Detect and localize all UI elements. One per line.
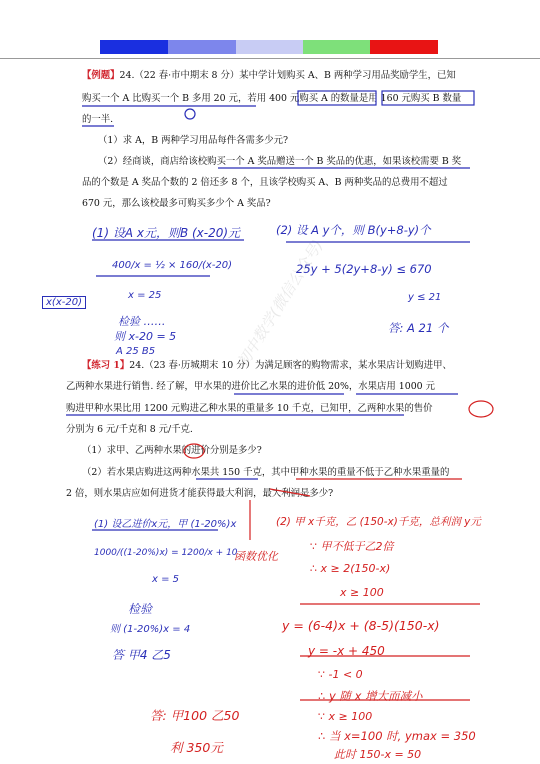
ex-hw-equation: 400/x = ½ × 160/(x-20) — [112, 260, 233, 271]
pr-hw-max-2: 此时 150-x = 50 — [334, 748, 422, 761]
example-q2-a: （2）经商谈，商店给该校购买一个 A 奖品赠送一个 B 奖品的优惠，如果该校需要 B 奖 — [98, 156, 462, 167]
ex-hw-y: y ≤ 21 — [408, 292, 442, 303]
example-text-1: 24.（22 春·市中期末 8 分）某中学计划购买 A、B 两种学习用品奖励学生，已知 — [119, 70, 456, 81]
example-tag: 【例题】 — [82, 70, 120, 81]
ex-hw-x: x = 25 — [128, 290, 162, 301]
ex-hw-then: 则 x-20 = 5 — [114, 330, 177, 343]
practice-tag: 【练习 1】 — [82, 360, 130, 371]
pr-hw-answer: 答 甲4 乙5 — [112, 648, 171, 662]
practice-q2-a: （2）若水果店购进这两种水果共 150 千克，其中甲种水果的重量不低于乙种水果重量的 — [82, 467, 450, 478]
practice-line-3: 购进甲种水果比用 1200 元购进乙种水果的重量多 10 千克，已知甲，乙两种水果的售价 — [66, 403, 433, 414]
pr-hw-k-2: ∴ y 随 x 增大而减小 — [318, 689, 423, 703]
watermark: 初中数学(微信公众号) — [233, 236, 327, 371]
example-annotations — [82, 91, 474, 276]
ex-hw-setup: (1) 设A x元，则B (x-20)元 — [92, 226, 241, 240]
pr-hw-note: 函数优化 — [234, 550, 278, 563]
ex-hw-answer-2: 答: A 21 个 — [388, 321, 449, 335]
ex-hw-side: x(x-20) — [42, 296, 86, 309]
pr-hw-setup-2: (2) 甲 x千克，乙 (150-x)千克，总利润 y元 — [276, 516, 481, 528]
ex-hw-setup-2: (2) 设 A y个，则 B(y+8-y)个 — [276, 223, 431, 237]
pr-hw-cond-4: ∵ x ≥ 100 — [318, 710, 373, 723]
pr-hw-check: 检验 — [128, 602, 153, 616]
pr-hw-k: ∵ -1 < 0 — [318, 668, 363, 681]
practice-q2-b: 2 倍，则水果店应如何进货才能获得最大利润，最大利润是多少? — [66, 488, 334, 499]
pr-hw-cond-2: ∴ x ≥ 2(150-x) — [310, 562, 391, 575]
ex-hw-check: 检验 …… — [118, 315, 166, 328]
pr-hw-equation: 1000/((1-20%)x) = 1200/x + 10 — [94, 548, 238, 558]
pr-hw-profit: y = (6-4)x + (8-5)(150-x) — [282, 618, 440, 633]
practice-text-1: 24.（23 春·历城期末 10 分）为满足顾客的购物需求，某水果店计划购进甲、 — [129, 360, 452, 371]
pr-hw-then: 则 (1-20%)x = 4 — [110, 624, 191, 635]
pr-hw-x: x = 5 — [152, 574, 180, 585]
example-line-2: 购买一个 A 比购买一个 B 多用 20 元，若用 400 元购买 A 的数量是用 160 元购买 B 数量 — [82, 93, 462, 104]
pr-hw-profit-2: y = -x + 450 — [308, 644, 385, 658]
ex-hw-inequality: 25y + 5(2y+8-y) ≤ 670 — [296, 262, 432, 276]
practice-red-annotations — [184, 401, 493, 700]
example-q2-c: 670 元，那么该校最多可购买多少个 A 奖品? — [82, 198, 271, 209]
pr-hw-cond-1: ∵ 甲不低于乙2倍 — [310, 540, 394, 553]
ex-hw-answer: A 25 B5 — [116, 346, 156, 357]
example-q2-b: 品的个数是 A 奖品个数的 2 倍还多 8 个，且该学校购买 A、B 两种奖品的总费用不超过 — [82, 177, 448, 188]
pr-hw-answer-1: 答: 甲100 乙50 — [150, 708, 240, 723]
practice-line-2: 乙两种水果进行销售. 经了解，甲水果的进价比乙水果的进价低 20%，水果店用 1000 元 — [66, 381, 435, 392]
pr-hw-answer-2: 利 350元 — [170, 740, 223, 755]
practice-annotations — [66, 394, 458, 530]
example-line-3: 的一半. — [82, 114, 114, 125]
example-q1: （1）求 A，B 两种学习用品每件各需多少元? — [98, 135, 288, 146]
pr-hw-max: ∴ 当 x=100 时, ymax = 350 — [318, 729, 476, 743]
pr-hw-cond-3: x ≥ 100 — [340, 586, 384, 599]
practice-q1: （1）求甲、乙两种水果的进价分别是多少? — [82, 445, 262, 456]
practice-line-4: 分别为 6 元/千克和 8 元/千克. — [66, 424, 193, 435]
pr-hw-setup: (1) 设乙进价x元，甲 (1-20%)x — [94, 519, 237, 530]
